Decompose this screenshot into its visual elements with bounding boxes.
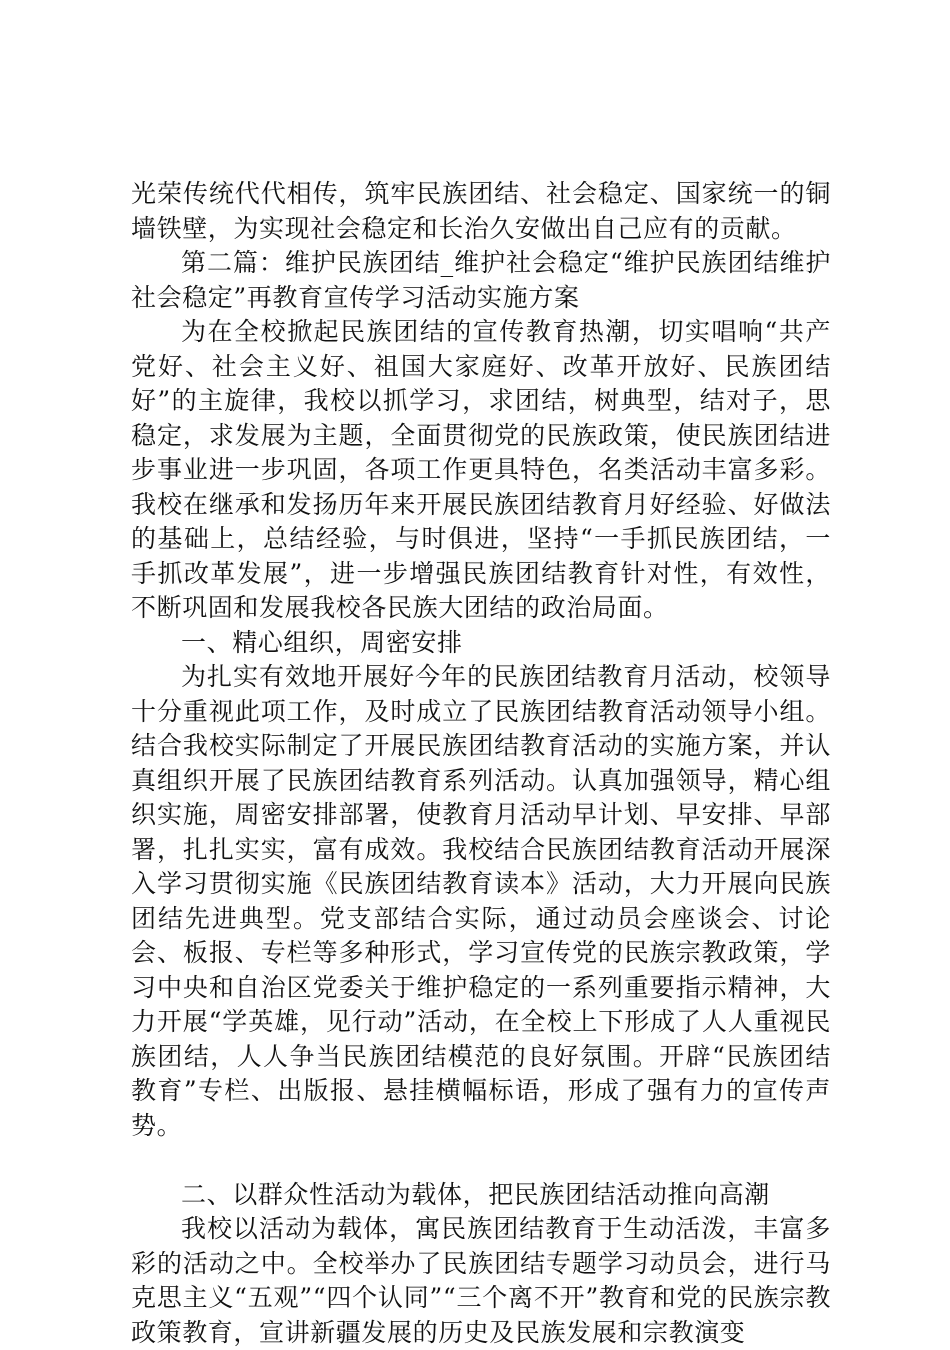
heading-one: 一、精心组织，周密安排 [181, 627, 463, 657]
paragraph-two: 我校以活动为载体，寓民族团结教育于生动活泼，丰富多彩的活动之中。全校举办了民族团结专题学习动员会，进行马克思主义“五观”“四个认同”“三个离不开”教育和党的民族宗教政策教育，宣讲新疆发展的历史及民族发展和宗教演变 [131, 1214, 831, 1347]
paragraph-gap [131, 1143, 831, 1178]
section-title: 第二篇：维护民族团结_维护社会稳定“维护民族团结维护社会稳定”再教育宣传学习活动实施方案 [131, 248, 831, 312]
paragraph-continuation: 光荣传统代代相传，筑牢民族团结、社会稳定、国家统一的铜墙铁壁，为实现社会稳定和长治久安做出自己应有的贡献。 [131, 179, 831, 243]
paragraph-intro: 为在全校掀起民族团结的宣传教育热潮，切实唱响“共产党好、社会主义好、祖国大家庭好、改革开放好、民族团结好”的主旋律，我校以抓学习，求团结，树典型，结对子，思稳定，求发展为主题，全面贯彻党的民族政策，使民族团结进步事业进一步巩固，各项工作更具特色，名类活动丰富多彩。我校在继承和发扬历年来开展民族团结教育月好经验、好做法的基础上，总结经验，与时俱进，坚持“一手抓民族团结，一手抓改革发展”，进一步增强民族团结教育针对性，有效性，不断巩固和发展我校各民族大团结的政治局面。 [131, 317, 831, 622]
paragraph-one: 为扎实有效地开展好今年的民族团结教育月活动，校领导十分重视此项工作，及时成立了民族团结教育活动领导小组。结合我校实际制定了开展民族团结教育活动的实施方案，并认真组织开展了民族团结教育系列活动。认真加强领导，精心组织实施，周密安排部署，使教育月活动早计划、早安排、早部署，扎扎实实，富有成效。我校结合民族团结教育活动开展深入学习贯彻实施《民族团结教育读本》活动，大力开展向民族团结先进典型。党支部结合实际，通过动员会座谈会、讨论会、板报、专栏等多种形式，学习宣传党的民族宗教政策，学习中央和自治区党委关于维护稳定的一系列重要指示精神，大力开展“学英雄，见行动”活动，在全校上下形成了人人重视民族团结，人人争当民族团结模范的良好氛围。开辟“民族团结教育”专栏、出版报、悬挂横幅标语，形成了强有力的宣传声势。 [131, 662, 831, 1140]
heading-two: 二、以群众性活动为载体，把民族团结活动推向高潮 [181, 1179, 770, 1209]
document-body [131, 177, 831, 1350]
